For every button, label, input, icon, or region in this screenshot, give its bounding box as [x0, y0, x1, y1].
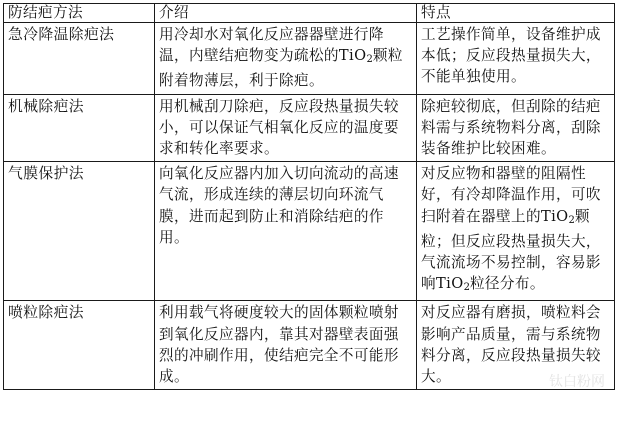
features-cell: 对反应物和器壁的阻隔性好，有冷却降温作用，可吹扫附着在器壁上的TiO$_2$颗粒；但反应段热量损失大，气流流场不易控制，容易影响TiO$_2$粒径分布。 — [417, 162, 615, 301]
table-header-row — [4, 4, 615, 23]
features-cell: 除疤较彻底，但刮除的结疤料需与系统物料分离，刮除装备维护比较困难。 — [417, 94, 615, 162]
method-cell: 急冷降温除疤法 — [4, 23, 155, 95]
method-cell: 气膜保护法 — [4, 162, 155, 301]
intro-cell: 用冷却水对氧化反应器器壁进行降温，内壁结疤物变为疏松的TiO$_2$颗粒附着物薄层，利于除疤。 — [155, 23, 417, 95]
intro-cell: 用机械刮刀除疤，反应段热量损失较小，可以保证气相氧化反应的温度要求和转化率要求。 — [155, 94, 417, 162]
intro-cell: 向氧化反应器内加入切向流动的高速气流，形成连续的薄层切向环流气膜，进而起到防止和消除结疤的作用。 — [155, 162, 417, 301]
header-method: 防结疤方法 — [4, 4, 155, 23]
intro-cell: 利用载气将硬度较大的固体颗粒喷射到氧化反应器内，靠其对器壁表面强烈的冲刷作用，使结疤完全不可能形成。 — [155, 301, 417, 390]
features-cell: 工艺操作简单，设备维护成本低；反应段热量损失大，不能单独使用。 — [417, 23, 615, 95]
table-row — [4, 301, 615, 390]
table-row — [4, 94, 615, 162]
method-cell: 喷粒除疤法 — [4, 301, 155, 390]
method-cell: 机械除疤法 — [4, 94, 155, 162]
watermark: 钛白粉网 — [549, 374, 605, 390]
anti-scaling-methods-table — [3, 3, 615, 390]
table-row — [4, 23, 615, 95]
header-features: 特点 — [417, 4, 615, 23]
table-row — [4, 162, 615, 301]
header-introduction: 介绍 — [155, 4, 417, 23]
features-cell: 对反应器有磨损，喷粒料会影响产品质量，需与系统物料分离，反应段热量损失较大。 — [417, 301, 615, 390]
